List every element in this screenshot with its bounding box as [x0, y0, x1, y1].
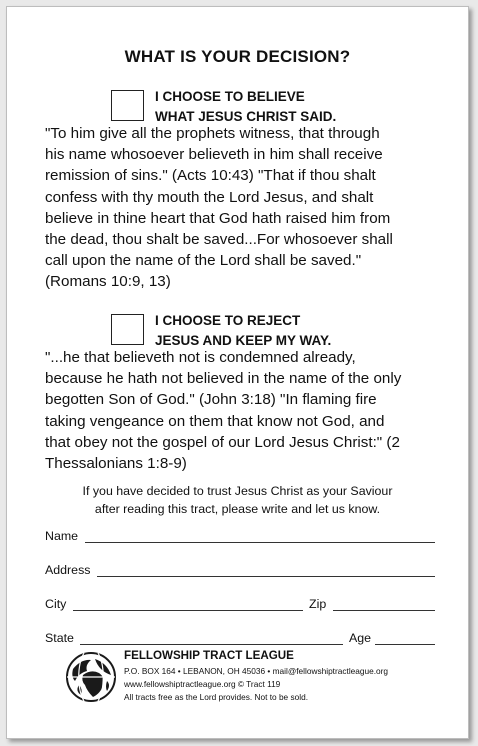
- verse-line: begotten Son of God." (John 3:18) "In flaming fire: [45, 391, 377, 409]
- verse-line: call upon the name of the Lord shall be saved.": [45, 252, 362, 270]
- city-field[interactable]: [45, 597, 303, 613]
- verse-line: confess with thy mouth the Lord Jesus, and shalt: [45, 188, 374, 206]
- city-label: City: [45, 597, 67, 611]
- org-name: FELLOWSHIP TRACT LEAGUE: [124, 649, 294, 662]
- page-title: WHAT IS YOUR DECISION?: [124, 47, 351, 66]
- name-field[interactable]: [45, 529, 435, 545]
- city-line[interactable]: [73, 610, 303, 611]
- verse-line: Thessalonians 1:8-9): [45, 455, 187, 473]
- age-line[interactable]: [375, 644, 435, 645]
- verse-line: "To him give all the prophets witness, that through: [45, 125, 380, 142]
- zip-line[interactable]: [333, 610, 435, 611]
- invitation-line: after reading this tract, please write and let us know.: [94, 502, 381, 516]
- verse-line: his name whosoever believeth in him shall receive: [45, 146, 383, 164]
- believe-checkbox[interactable]: [111, 90, 144, 121]
- state-label: State: [45, 631, 74, 645]
- state-line[interactable]: [80, 644, 343, 645]
- verse-line: "...he that believeth not is condemned already,: [45, 349, 356, 366]
- verse-line: remission of sins." (Acts 10:43) "That if thou shalt: [45, 167, 376, 185]
- invitation-text: [7, 482, 468, 518]
- state-field[interactable]: [45, 631, 343, 647]
- invitation-line: If you have decided to trust Jesus Christ as your Saviour: [82, 484, 393, 498]
- name-label: Name: [45, 529, 79, 543]
- age-field[interactable]: [349, 631, 435, 647]
- believe-label-line2: WHAT JESUS CHRIST SAID.: [155, 109, 337, 124]
- reject-verse: [45, 347, 445, 474]
- reject-label-line1: I CHOOSE TO REJECT: [155, 313, 301, 328]
- reject-label-line2: JESUS AND KEEP MY WAY.: [155, 333, 332, 348]
- believe-label: [155, 87, 336, 127]
- org-website: www.fellowshiptractleague.org © Tract 119: [124, 679, 281, 689]
- age-label: Age: [349, 631, 372, 645]
- verse-line: the dead, thou shalt be saved...For whosoever shall: [45, 231, 393, 249]
- reject-checkbox[interactable]: [111, 314, 144, 345]
- org-free-note: All tracts free as the Lord provides. Not to be sold.: [124, 692, 309, 702]
- globe-logo-icon: [65, 651, 117, 703]
- address-line[interactable]: [97, 576, 435, 577]
- verse-line: (Romans 10:9, 13): [45, 273, 171, 291]
- zip-label: Zip: [309, 597, 327, 611]
- verse-line: believe in thine heart that God hath raised him from: [45, 209, 391, 227]
- believe-label-line1: I CHOOSE TO BELIEVE: [155, 89, 305, 104]
- reject-label: [155, 311, 331, 351]
- org-address: P.O. BOX 164 • LEBANON, OH 45036 • mail@fellowshiptractleague.org: [124, 666, 389, 676]
- name-line[interactable]: [85, 542, 435, 543]
- verse-line: taking vengeance on them that know not God, and: [45, 412, 385, 430]
- tract-card: [6, 6, 469, 739]
- believe-verse: [45, 123, 445, 293]
- verse-line: because he hath not believed in the name of the only: [45, 370, 402, 388]
- address-field[interactable]: [45, 563, 435, 579]
- verse-line: that obey not the gospel of our Lord Jesus Christ:" (2: [45, 433, 400, 451]
- address-label: Address: [45, 563, 91, 577]
- zip-field[interactable]: [309, 597, 435, 613]
